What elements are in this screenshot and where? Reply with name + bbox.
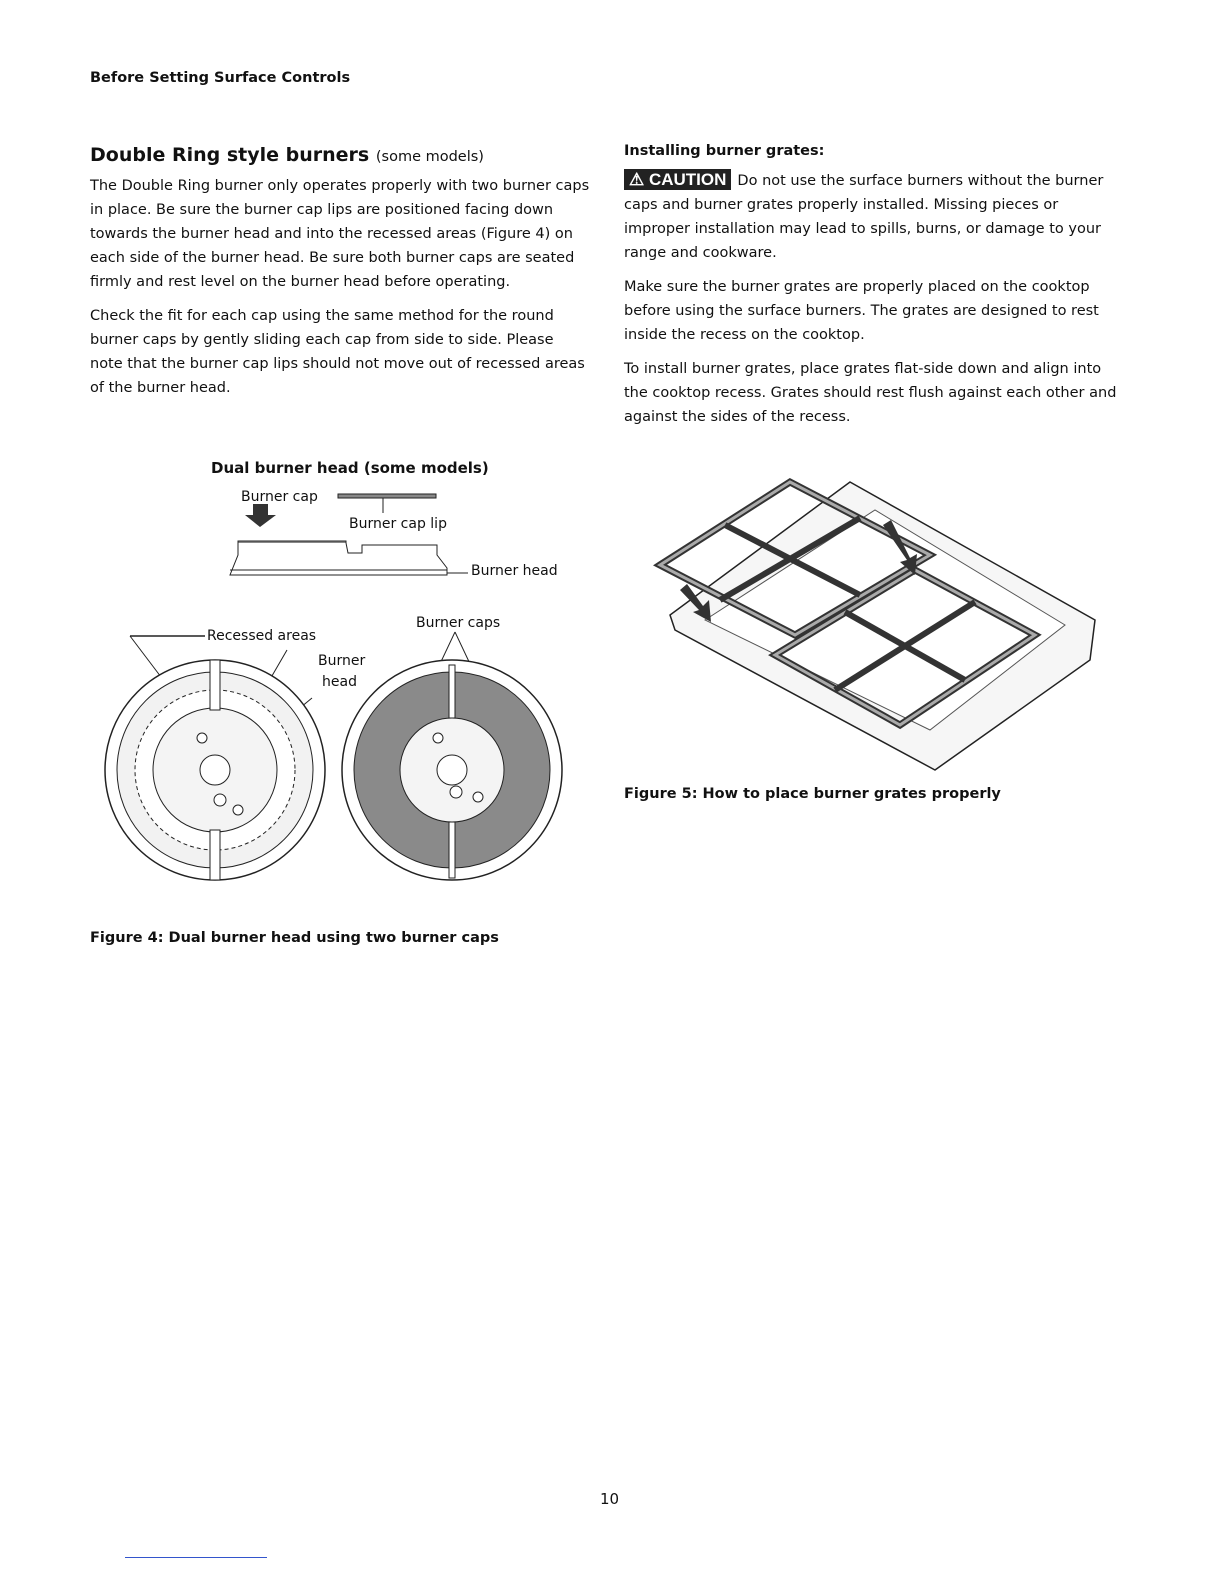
section-header: Before Setting Surface Controls (90, 70, 351, 86)
label-burner-head: Burner head (471, 563, 558, 579)
grates-title: Installing burner grates: (624, 143, 825, 159)
burner-head-top-view (105, 636, 325, 880)
label-burner-cap-lip: Burner cap lip (349, 516, 447, 532)
label-burner-cap: Burner cap (241, 489, 318, 505)
figure4-title: Dual burner head (some models) (211, 459, 489, 477)
caution-paragraph (624, 169, 1124, 265)
caution-label: CAUTION (648, 170, 727, 189)
burner-side-view (230, 494, 468, 575)
figure4-caption: Figure 4: Dual burner head using two burner caps (90, 930, 499, 946)
grates-illustration (645, 470, 1105, 780)
down-arrow-icon (245, 504, 276, 527)
paragraph: Check the fit for each cap using the same method for the round burner caps by gently sliding each cap from side to side. Please note that the burner cap lips should not move out of recessed areas of the burner head. (90, 308, 585, 396)
caution-badge: ⚠ CAUTION (624, 169, 731, 190)
figure5-caption: Figure 5: How to place burner grates properly (624, 786, 1001, 802)
paragraph: The Double Ring burner only operates properly with two burner caps in place. Be sure the burner cap lips are positioned facing down towards the burner head and into the recessed areas (Figure 4) on each side of the burner head. Be sure both burner caps are seated firmly and rest level on the burner head before operating. (90, 178, 590, 290)
label-burner-caps: Burner caps (416, 615, 501, 631)
label-burner-head-line1: Burner (318, 653, 366, 669)
paragraph: To install burner grates, place grates flat-side down and align into the cooktop recess. Grates should rest flush against each other and against the sides of the recess. (624, 361, 1117, 425)
title-text: Double Ring style burners (90, 144, 370, 166)
right-column (624, 143, 1124, 439)
left-column (90, 144, 590, 410)
section-title (90, 144, 590, 166)
label-burner-head-line2: head (322, 674, 357, 690)
label-recessed-areas: Recessed areas (207, 628, 317, 644)
caution-text: Do not use the surface burners without the burner caps and burner grates properly installed. Missing pieces or improper installation may lead to spills, burns, or damage to your range and cookware. (624, 173, 1104, 261)
paragraph: Make sure the burner grates are properly placed on the cooktop before using the surface burners. The grates are designed to rest inside the recess on the cooktop. (624, 279, 1099, 343)
title-suffix: (some models) (375, 149, 484, 165)
burner-caps-top-view (342, 632, 562, 880)
page-number: 10 (600, 1490, 620, 1508)
footer-rule (125, 1557, 267, 1558)
